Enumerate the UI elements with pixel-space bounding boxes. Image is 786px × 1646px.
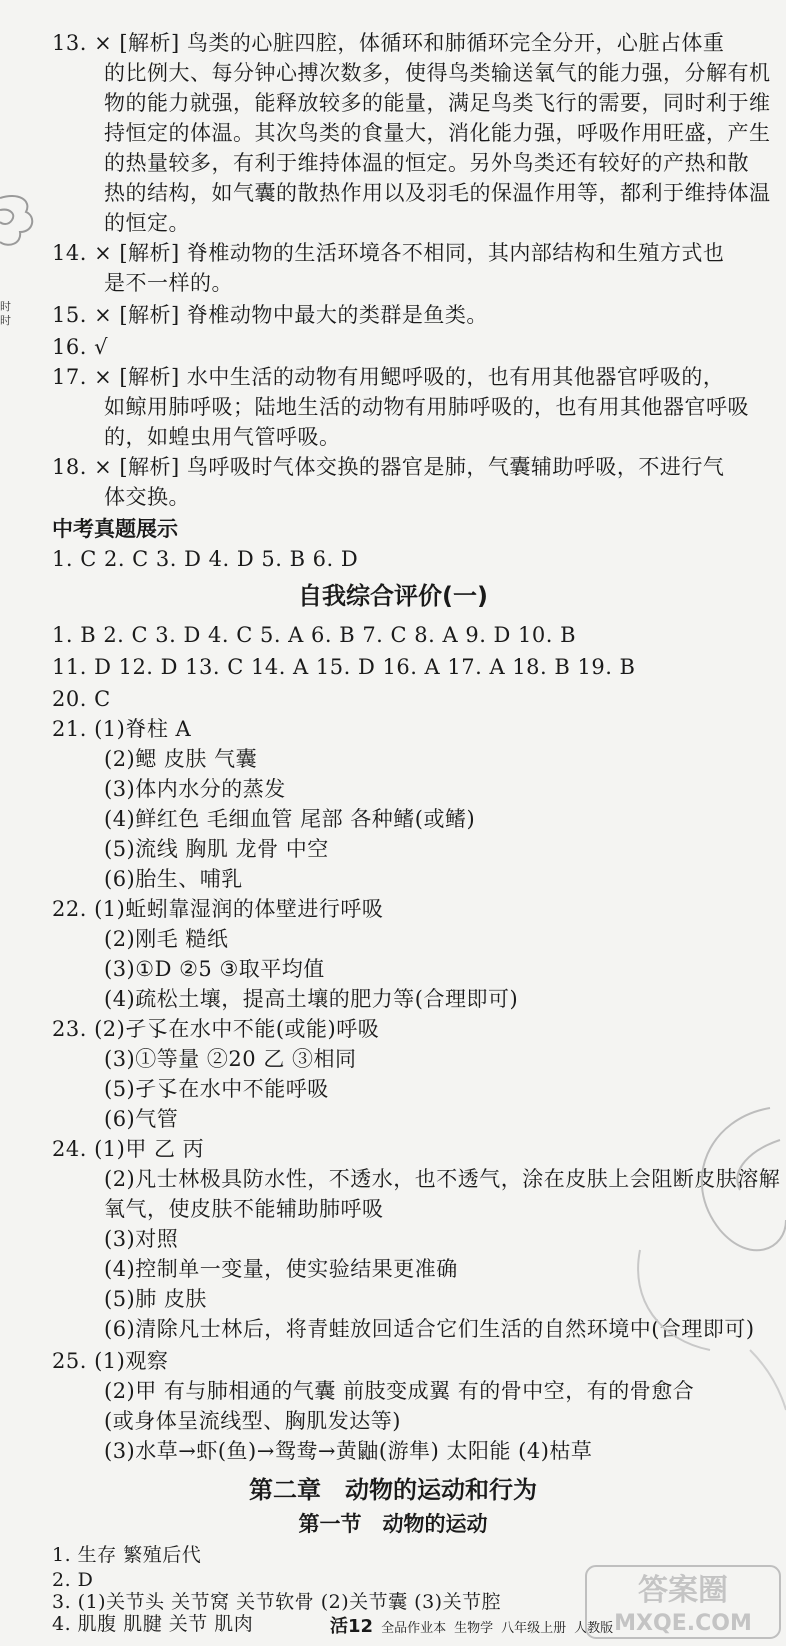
answer-17-line-2: 如鲸用肺呼吸；陆地生活的动物有用肺呼吸的，也有用其他器官呼吸	[104, 395, 749, 419]
answer-17-line-3: 的，如蝗虫用气管呼吸。	[104, 425, 341, 449]
answer-21-1: 21. (1)脊柱 A	[52, 717, 192, 741]
answer-25-1: 25. (1)观察	[52, 1349, 169, 1373]
movement-answer-1: 1. 生存 繁殖后代	[52, 1544, 202, 1566]
movement-answer-4: 4. 肌腹 肌腱 关节 肌肉	[52, 1613, 254, 1635]
answer-14-line-1: 14. × [解析] 脊椎动物的生活环境各不相同，其内部结构和生殖方式也	[52, 241, 725, 265]
choice-answers-row-3: 20. C	[52, 687, 111, 711]
answer-13-line-1: 13. × [解析] 鸟类的心脏四腔，体循环和肺循环完全分开，心脏占体重	[52, 31, 725, 55]
section-heading: 第一节 动物的运动	[298, 1512, 488, 1536]
svg-text:MXQE.COM: MXQE.COM	[614, 1611, 752, 1636]
evaluation-heading: 自我综合评价(一)	[298, 582, 488, 610]
exam-answers: 1. C 2. C 3. D 4. D 5. B 6. D	[52, 547, 359, 571]
section-label-exam: 中考真题展示	[52, 517, 178, 541]
watermark-logo	[580, 1560, 786, 1644]
answer-22-4: (4)疏松土壤，提高土壤的肥力等(合理即可)	[104, 987, 519, 1011]
footer-subject: 生物学	[454, 1621, 494, 1636]
answer-21-2: (2)鳃 皮肤 气囊	[104, 747, 258, 771]
answer-25-2-line-2: (或身体呈流线型、胸肌发达等)	[104, 1409, 401, 1433]
movement-answer-2: 2. D	[52, 1569, 94, 1591]
footer-grade: 八年级上册	[501, 1621, 567, 1636]
movement-answer-3: 3. (1)关节头 关节窝 关节软骨 (2)关节囊 (3)关节腔	[52, 1591, 502, 1613]
answer-18-line-2: 体交换。	[104, 485, 190, 509]
answer-24-5: (5)肺 皮肤	[104, 1287, 207, 1311]
footer-edition: 人教版	[574, 1621, 614, 1636]
circle-doodle-icon	[600, 1100, 786, 1420]
answer-23-2: 23. (2)孑孓在水中不能(或能)呼吸	[52, 1017, 380, 1041]
answer-25-3: (3)水草→虾(鱼)→鸳鸯→黄鼬(游隼) 太阳能 (4)枯草	[104, 1439, 593, 1463]
footer-book-title: 全品作业本	[381, 1621, 447, 1636]
margin-note: 时	[0, 314, 11, 327]
answer-15: 15. × [解析] 脊椎动物中最大的类群是鱼类。	[52, 303, 488, 327]
page-footer	[330, 1612, 613, 1646]
answer-24-2-line-2: 氧气，使皮肤不能辅助肺呼吸	[104, 1197, 384, 1221]
answer-13-line-2: 的比例大、每分钟心搏次数多，使得鸟类输送氧气的能力强，分解有机	[104, 61, 771, 85]
svg-text:答案圈: 答案圈	[638, 1573, 728, 1608]
footer-page-number: 活12	[330, 1616, 374, 1637]
answer-21-3: (3)体内水分的蒸发	[104, 777, 286, 801]
answer-21-4: (4)鲜红色 毛细血管 尾部 各种鳍(或鳍)	[104, 807, 476, 831]
answer-13-line-7: 的恒定。	[104, 211, 190, 235]
answer-24-3: (3)对照	[104, 1227, 179, 1251]
answer-24-1: 24. (1)甲 乙 丙	[52, 1137, 205, 1161]
answer-14-line-2: 是不一样的。	[104, 271, 233, 295]
answer-21-5: (5)流线 胸肌 龙骨 中空	[104, 837, 329, 861]
chapter-heading: 第二章 动物的运动和行为	[249, 1476, 537, 1504]
answer-22-3: (3)①D ②5 ③取平均值	[104, 957, 325, 981]
answer-24-4: (4)控制单一变量，使实验结果更准确	[104, 1257, 458, 1281]
answer-23-6: (6)气管	[104, 1107, 179, 1131]
margin-note: 时	[0, 300, 11, 313]
answer-13-line-5: 的热量较多，有利于维持体温的恒定。另外鸟类还有较好的产热和散	[104, 151, 749, 175]
answer-22-2: (2)刚毛 糙纸	[104, 927, 229, 951]
answer-13-line-3: 物的能力就强，能释放较多的能量，满足鸟类飞行的需要，同时利于维	[104, 91, 771, 115]
answer-22-1: 22. (1)蚯蚓靠湿润的体壁进行呼吸	[52, 897, 384, 921]
answer-17-line-1: 17. × [解析] 水中生活的动物有用鳃呼吸的，也有用其他器官呼吸的，	[52, 365, 725, 389]
answer-25-2-line-1: (2)甲 有与肺相通的气囊 前肢变成翼 有的骨中空，有的骨愈合	[104, 1379, 695, 1403]
answer-16: 16. √	[52, 335, 108, 359]
choice-answers-row-1: 1. B 2. C 3. D 4. C 5. A 6. B 7. C 8. A 9. D 10. B	[52, 623, 577, 647]
answer-18-line-1: 18. × [解析] 鸟呼吸时气体交换的器官是肺，气囊辅助呼吸，不进行气	[52, 455, 725, 479]
choice-answers-row-2: 11. D 12. D 13. C 14. A 15. D 16. A 17. A 18. B 19. B	[52, 655, 636, 679]
answer-13-line-4: 持恒定的体温。其次鸟类的食量大，消化能力强，呼吸作用旺盛，产生	[104, 121, 771, 145]
answer-24-2-line-1: (2)凡士林极具防水性，不透水，也不透气，涂在皮肤上会阻断皮肤溶解	[104, 1167, 781, 1191]
answer-13-line-6: 热的结构，如气囊的散热作用以及羽毛的保温作用等，都利于维持体温	[104, 181, 771, 205]
answer-21-6: (6)胎生、哺乳	[104, 867, 243, 891]
flower-doodle-icon	[0, 188, 40, 258]
answer-24-6: (6)清除凡士林后，将青蛙放回适合它们生活的自然环境中(合理即可)	[104, 1317, 755, 1341]
answer-23-3: (3)①等量 ②20 乙 ③相同	[104, 1047, 357, 1071]
answer-23-5: (5)孑孓在水中不能呼吸	[104, 1077, 329, 1101]
